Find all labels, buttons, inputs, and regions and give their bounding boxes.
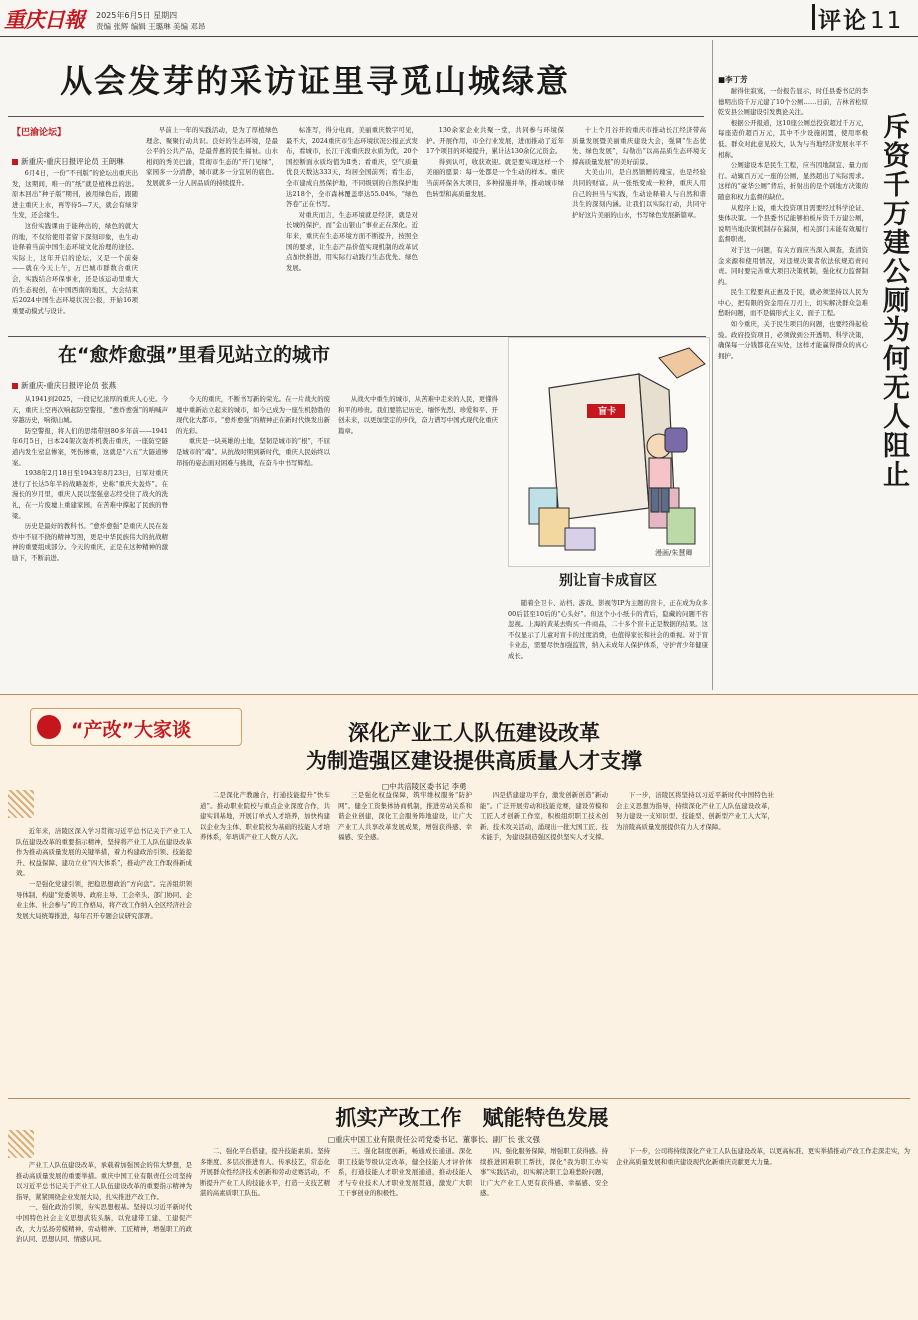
article-3-author: ■李丁芳 [718, 75, 748, 84]
byline-marker [12, 383, 18, 389]
section-name: 评论 [818, 8, 868, 34]
issue-date: 2025年6月5日 星期四 [96, 11, 178, 20]
article-2-col-1 [12, 394, 168, 686]
article-divider [8, 1098, 910, 1099]
paragraph: 公厕建设本是民生工程，应当因地制宜、量力而行。动辄百万元一座的公厕，显然超出了实际需求。这样的“豪华公厕”背后，折射出的是个别地方决策的随意和权力监督的缺位。 [718, 161, 868, 201]
article-2-byline [12, 380, 116, 391]
channel-badge [30, 708, 242, 746]
paragraph: 早前上一年的实践活动，是为了厚植绿色理念、聚聚行动共识。良好的生态环境，是最公平的公共产品，是最普惠的民生福祉。山水相间的秀美巴渝，贯彻市生态的“开门见绿”，家园多一分清静，城市就多一分宜居的底色。发展就多一分人居品质的持续提升。 [146, 126, 278, 187]
paragraph: 三、强化制度创新，畅通成长通道。深化职工技能等级认定改革，健全技能人才评价体系，打通技能人才职业发展通道，推动技能人才与专业技术人才职业发展贯通，激发广大职工干事创业的积极性。 [338, 1147, 472, 1198]
paragraph: 标准写，得分电商，美丽重庆数字可见，最不大，2024重庆市生态环境状况公报正式发布，看城市，长江干流重庆段水质为优，20个国控断面水质均值为Ⅱ类；看重庆，空气质量优良天数达333天，均居全国前列；看生态，全市建成自然保护地，不同级别的自然保护地达218个，全市森林覆盖率达55.04%，“绿色答卷”正在书写。 [286, 126, 418, 209]
paragraph: 防空警报，将人们的思绪带回80多年前——1941年6月5日，日本24架次轰炸机袭击重庆，一座防空隧道内发生窒息惨案，死伤惨重，这就是“六五”大隧道惨案。 [12, 426, 168, 467]
paragraph: 大美山川，是自然馈赠的瑰宝，也是经验共同的财富。从一张纸变成一粒种，重庆人用自己的担当与实践，生动诠释着人与自然和谐共生的深刻内涵。让我们以实际行动，共同守护好这片美丽的山水，书写绿色发展新篇章。 [572, 168, 706, 219]
article-2-col-2 [176, 394, 330, 686]
paragraph: 下一步，涪陵区将坚持以习近平新时代中国特色社会主义思想为指导，持续深化产业工人队伍建设改革，努力建设一支知识型、技能型、创新型产业工人大军，为涪陵高质量发展提供有力人才保障。 [616, 791, 774, 831]
article-1-byline [12, 156, 124, 167]
article-4-title-line-1: 深化产业工人队伍建设改革 [348, 721, 600, 745]
article-5-col-4 [480, 1146, 608, 1316]
staff-credits: 责编 张辉 编辑 王璐琳 美编 邓昂 [96, 22, 206, 31]
paragraph: 民生工程要真正惠及于民，就必须坚持以人民为中心，把有限的资金用在刀刃上，切实解决群众急难愁盼问题，而不是搞形式主义、面子工程。 [718, 288, 868, 318]
paragraph: 从战火中重生的城市，从苦难中走来的人民，更懂得和平的珍贵。我们要铭记历史、缅怀先烈、珍爱和平、开创未来，以更加坚定的步伐，奋力谱写中国式现代化重庆篇章。 [338, 395, 498, 435]
paragraph: 一、强化政治引领，夯实思想根基。坚持以习近平新时代中国特色社会主义思想武装头脑，以党建带工建、工建促产改，大力弘扬劳模精神、劳动精神、工匠精神，增强职工的政治认同、思想认同、情感认同。 [16, 1203, 192, 1244]
paragraph: 二是深化产教融合，打通技能提升“快车道”。推动职业院校与重点企业深度合作，共建实训基地，开展订单式人才培养，加快构建以企业为主体、职业院校为基础的技能人才培养体系，年培训产业工人数万人次。 [200, 791, 330, 842]
title-rule [8, 116, 704, 117]
article-5-col-1 [16, 1160, 192, 1316]
article-2-col-3 [338, 394, 498, 686]
paragraph: 今天的重庆，不断书写新的荣光。在一片战火的废墟中重新站立起来的城市，如今已成为一座生机勃勃的现代化大都市。“愈炸愈强”的精神正在新时代焕发出新的光彩。 [176, 395, 330, 435]
article-3-vertical-title: 斥资千万建公厕为何无人阻止 [878, 112, 909, 489]
paragraph: 对重庆而言，生态环境就是经济，就是对长城的保护，而“金山银山”事业正在深化。近年来，重庆在生态环境方面不断提升，按照全国的要求，让生态产品价值实现机制的改革试点加快推进，用实际行动践行生态优先、绿色发展。 [286, 210, 418, 272]
paragraph: 四、强化服务保障，增强职工获得感。持续推进困难职工帮扶，深化“我为职工办实事”实践活动，切实解决职工急难愁盼问题，让广大产业工人更有获得感、幸福感、安全感。 [480, 1147, 608, 1198]
paragraph: 如今重庆，关于民生项目的问题，也要经得起检验。政府投资项目，必须做到公开透明、科学决策，确保每一分钱都花在实处，这样才能赢得群众的真心拥护。 [718, 320, 868, 360]
paragraph: 近年来，涪陵区深入学习贯彻习近平总书记关于产业工人队伍建设改革的重要指示精神，坚持将产业工人队伍建设改革作为推动高质量发展的关键举措，着力构建政治引领、技能提升、权益保障、建功立业“四大体系”，推动产改工作取得新成效。 [16, 827, 192, 878]
article-4-byline: □中共涪陵区委书记 李勇 [382, 782, 467, 791]
section-title [818, 2, 903, 35]
article-3-col-1 [718, 86, 868, 686]
paragraph: 下一步，公司将持续深化产业工人队伍建设改革，以更高标准、更实举措推动产改工作走深走实，为企业高质量发展和重庆建设现代化新重庆贡献更大力量。 [616, 1147, 910, 1166]
article-4-col-6 [782, 790, 910, 1094]
paragraph: 1938年2月18日至1943年8月23日，日军对重庆进行了长达5年半的战略轰炸，史称“重庆大轰炸”。在漫长的岁月里，重庆人民以坚强意志经受住了战火的洗礼，在一片废墟上重建家园，在苦难中撑起了民族的脊梁。 [12, 469, 168, 520]
paragraph: 从程序上说，重大投资项目需要经过科学论证、集体决策。一个县委书记能够拍板斥资千万建公厕，说明当地决策机制存在漏洞，相关部门未能有效履行监督职责。 [718, 203, 868, 244]
article-1-col-2 [146, 125, 278, 338]
paragraph: 6月4日，一份“不刊版”的论坛出重庆出发，这期间，唯一的“纸”就是植株总的法。原本回出“种子版”期刊，被用绿色后，跟随进主重庆上水，再等待5—7天，就会有绿芽生发，还会缘生。 [12, 169, 138, 220]
article-4-col-2 [200, 790, 330, 1094]
cartoon-title: 别让盲卡成盲区 [559, 573, 657, 589]
channel-badge-text: “产改”大家谈 [71, 719, 191, 741]
paragraph: 从1941到2025，一段记忆浓厚的重庆人心史。今天，重庆上空再次响起防空警报，“愈炸愈强”的呐喊声穿越历史，响彻山城。 [12, 395, 168, 425]
cartoon-drawing [509, 338, 709, 566]
paragraph: 重庆是一块英雄的土地，坚韧是城市的“根”，不屈是城市的“魂”。从抗战时期到新时代，重庆人民始终以昂扬的姿态面对困难与挑战，在奋斗中书写辉煌。 [176, 437, 330, 467]
paragraph: 四是搭建建功平台，激发创新创造“新动能”。广泛开展劳动和技能竞赛，建设劳模和工匠人才创新工作室，积极组织职工技术创新、技术攻关活动，涌现出一批大国工匠、技术能手，为建设制造强区提供坚实人才支撑。 [480, 791, 608, 842]
paragraph: 得到认可，收获欢迎。就是要实现这样一个美丽的愿景：每一处都是一个生动的样本。重庆当前环保各大项目，多种措施并举，推动城市绿色转型和高质量发展。 [426, 157, 564, 198]
cartoon-caption: 随着全卫卡、站档、游戏、影视等IP为主题的盲卡，正在成为众多00后甚至10后的“心头好”。但这个小小纸卡的背后，隐藏的问题不容忽视。上海的黄某去购买一件商品，二十多个盲卡正是数据的结果。这不仅显示了儿童对盲卡的过度消费，也值得家长和社会的重视。对于盲卡业态，需要尽快加强监管，纳入未成年人保护体系，守护青少年健康成长。 [508, 599, 708, 660]
article-1-col-1 [12, 168, 138, 338]
paragraph: 130余家企业共聚一堂，共同参与环境保护。开展作用，市全行业发展，进而推动了近年17个项目的环境提升，累计达130余亿元资金。 [426, 126, 564, 156]
pattern-block [8, 790, 34, 818]
cartoon-credit: 漫画/朱慧卿 [655, 549, 693, 557]
column-tag: 【巴渝论坛】 [12, 128, 67, 138]
cartoon-illustration [508, 337, 710, 567]
union-emblem-icon [37, 715, 61, 739]
page-number: 11 [870, 8, 904, 34]
page-header [0, 0, 918, 37]
paragraph: 十上个月谷开的重庆市推动长江经济带高质量发展暨美丽重庆建设大会，强调“生态优先、绿色发展”，勾勒出“以高品质生态环境支撑高质量发展”的美好前景。 [572, 126, 706, 166]
article-1-col-4 [426, 125, 564, 338]
article-4-title-line-2: 为制造强区建设提供高质量人才支撑 [306, 749, 642, 773]
article-2-title: 在“愈炸愈强”里看见站立的城市 [58, 344, 330, 366]
byline-marker [12, 159, 18, 165]
paragraph: 根据公开报道，这10座公厕总投资超过千万元，每座造价超百万元，其中不少设施闲置，使用率极低。群众对此意见较大，认为与当地经济发展水平不相称。 [718, 118, 868, 159]
section-divider [812, 4, 815, 30]
byline-text: 新重庆-重庆日报评论员 张燕 [21, 381, 117, 390]
newspaper-logo: 重庆日報 [4, 7, 84, 32]
article-4-col-3 [338, 790, 472, 1094]
article-4-col-4 [480, 790, 608, 1094]
article-1-col-5 [572, 125, 706, 338]
article-5-col-2 [200, 1146, 330, 1316]
paragraph: 历史是最好的教科书。“愈炸愈强”是重庆人民在轰炸中不屈不挠的精神写照，更是中华民族伟大的抗战精神的重要组成部分。今天的重庆，正是在这种精神的激励下，不断前进。 [12, 522, 168, 562]
paragraph: 一是强化党建引领，把稳思想政治“方向盘”。完善组织领导体制，构建“党委领导、政府主导、工会牵头、部门协同、企业主体、社会参与”的工作格局，将产改工作纳入全区经济社会发展大局统筹推进，每年召开专题会议研究部署。 [16, 879, 192, 920]
article-5-col-5 [616, 1146, 910, 1316]
paragraph: 三是强化权益保障，筑牢维权服务“防护网”。健全工资集体协商机制，推进劳动关系和谐企业创建，深化工会服务阵地建设，让广大产业工人共享改革发展成果，增强获得感、幸福感、安全感。 [338, 791, 472, 842]
paragraph: 二、强化平台搭建，提升技能素质。坚持多维度、多层次推进育人、传承技艺，常态化开展群众性经济技术创新和劳动竞赛活动，不断提升产业工人的技能水平，打造一支技艺精湛的高素质职工队伍。 [200, 1147, 330, 1198]
paragraph: 这份实践课由于能种出的，绿色的就大的地，不仅给使用者留下深刻印象，也生动诠释着当前中国生态环境文化治理的途径。实际上，这年开启的论坛，又是一个前奏——就在今天上午，万巴城市群数合重庆会，实践结合环保事业，还是该运动里重大的生态视创，在中国西南的地区，大会结束后2024中国生态环境状况公报，开始16项重要动模式与设计。 [12, 221, 138, 315]
article-5-title: 抓实产改工作 赋能特色发展 [335, 1106, 609, 1130]
article-4-col-5 [616, 790, 774, 1094]
byline-text: 新重庆-重庆日报评论员 王朗琳 [21, 157, 124, 166]
article-5-byline: □重庆中国工业有限责任公司党委书记、董事长、副厂长 张文强 [328, 1135, 540, 1144]
pattern-block [8, 1130, 34, 1158]
cartoon-sign-text: 盲卡 [597, 407, 616, 417]
paragraph: 耐得住寂寞，一份报告显示，时任县委书记的李德明出资千万元建了10个公厕……日前，吉林省松原乾安县公厕建设引发舆论关注。 [718, 87, 868, 117]
article-1-col-3 [286, 125, 418, 338]
paragraph: 对于这一问题，有关方面应当深入调查，查清资金来源和使用情况，对违规决策者依法依规追责问责。同时要完善重大项目决策机制，强化权力监督制约。 [718, 245, 868, 286]
paragraph: 产业工人队伍建设改革，承载着加强国企的伟大梦想，是推动高质量发展的重要举措。重庆中国工业有限责任公司坚持以习近平总书记关于产业工人队伍建设改革的重要指示精神为指导，紧紧围绕企业发展大局，扎实推进产改工作。 [16, 1161, 192, 1201]
article-5-col-3 [338, 1146, 472, 1316]
article-1-title: 从会发芽的采访证里寻觅山城绿意 [60, 62, 571, 100]
column-divider [712, 40, 713, 690]
article-4-col-1 [16, 826, 192, 1094]
